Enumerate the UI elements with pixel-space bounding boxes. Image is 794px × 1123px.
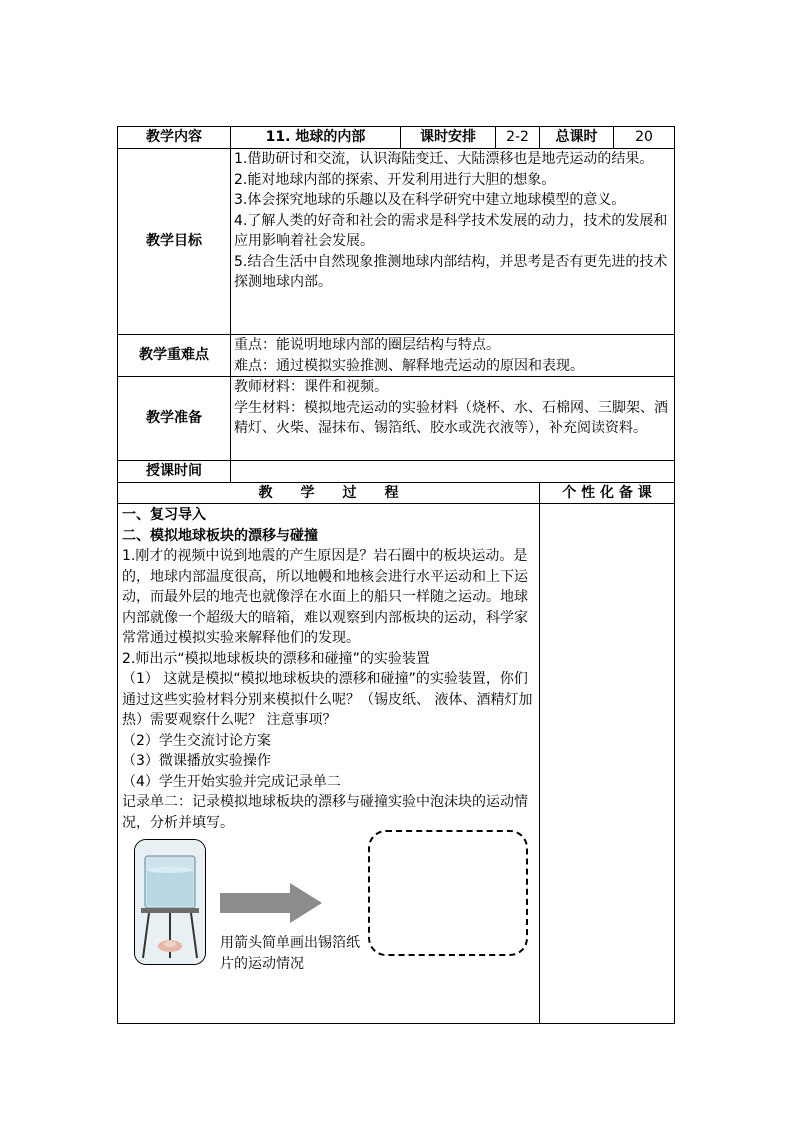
experiment-figure: [122, 833, 535, 983]
arrow-right-icon: [220, 883, 322, 930]
process-para: （2）学生交流讨论方案: [122, 732, 271, 749]
key-focus: 重点：能说明地球内部的圈层结构与特点。: [234, 337, 500, 353]
objective-item: 2.能对地球内部的探索、开发利用进行大胆的想象。: [234, 171, 556, 188]
time-value: [231, 461, 675, 483]
key-points-label: 教学重难点: [118, 335, 231, 377]
objective-item: 3.体会探究地球的乐趣以及在科学研究中建立地球模型的意义。: [234, 192, 626, 208]
header-row: [118, 127, 675, 149]
process-para: 2.师出示“模拟地球板块的漂移和碰撞”的实验装置: [122, 650, 430, 667]
total-value: 20: [614, 127, 675, 149]
student-materials: 学生材料：模拟地壳运动的实验材料（烧杯、水、石棉网、三脚架、酒精灯、火柴、湿抹布、锡箔纸、胶水或洗衣液等），补充阅读资料。: [234, 399, 668, 436]
section-review: 一、复习导入: [122, 507, 206, 523]
label-content: 教学内容: [118, 127, 231, 149]
figure-caption: 用箭头简单画出锡箔纸片的运动情况: [220, 935, 360, 972]
objective-item: 5.结合生活中自然现象推测地球内部结构，并思考是否有更先进的技术探测地球内部。: [234, 253, 668, 290]
process-para: 记录单二：记录模拟地球板块的漂移与碰撞实验中泡沫块的运动情况，分析并填写。: [122, 794, 528, 831]
process-title: 教 学 过 程: [118, 482, 540, 504]
objectives-cell: [231, 149, 675, 335]
drawing-area[interactable]: [368, 830, 528, 956]
process-header-row: [118, 482, 675, 504]
label-total: 总课时: [540, 127, 614, 149]
process-cell: [118, 504, 540, 1024]
time-label: 授课时间: [118, 461, 231, 483]
teacher-materials: 教师材料：课件和视频。: [234, 379, 388, 395]
time-row: [118, 461, 675, 483]
key-difficulty: 难点：通过模拟实验推测、解释地壳运动的原因和表现。: [234, 357, 584, 374]
process-para: （3）微课播放实验操作: [122, 753, 271, 769]
objective-item: 4.了解人类的好奇和社会的需求是科学技术发展的动力，技术的发展和应用影响着社会发展。: [234, 212, 668, 249]
preparation-row: [118, 377, 675, 461]
section-simulation: 二、模拟地球板块的漂移与碰撞: [122, 527, 318, 544]
schedule-value: 2-2: [496, 127, 540, 149]
process-para: （1） 这就是模拟“模拟地球板块的漂移和碰撞”的实验装置，你们通过这些实验材料分别来模拟什么呢？（锡皮纸、 液体、酒精灯加热）需要观察什么呢？ 注意事项？: [122, 671, 533, 728]
key-points-cell: [231, 335, 675, 377]
process-para: （4）学生开始实验并完成记录单二: [122, 773, 341, 790]
key-points-row: [118, 335, 675, 377]
label-schedule: 课时安排: [401, 127, 496, 149]
process-para: 1.刚才的视频中说到地震的产生原因是？岩石圈中的板块运动。是的，地球内部温度很高，所以地幔和地核会进行水平运动和上下运动，而最外层的地壳也就像浮在水面上的船只一样随之运动。地球内部就像一个超级大的暗箱，难以观察到内部板块的运动，科学家常常通过模拟实验来解释他们的发现。: [122, 548, 528, 646]
lesson-plan-table: [117, 126, 675, 1024]
personalized-notes-cell[interactable]: [540, 504, 675, 1024]
objectives-label: 教学目标: [118, 149, 231, 335]
objective-item: 1.借助研讨和交流，认识海陆变迁、大陆漂移也是地壳运动的结果。: [234, 151, 654, 167]
objectives-row: [118, 149, 675, 335]
lesson-title: 11. 地球的内部: [231, 127, 401, 149]
process-row: [118, 504, 675, 1024]
beaker-photo: [134, 839, 206, 965]
preparation-cell: [231, 377, 675, 461]
preparation-label: 教学准备: [118, 377, 231, 461]
personalized-title: 个 性 化 备 课: [540, 482, 675, 504]
